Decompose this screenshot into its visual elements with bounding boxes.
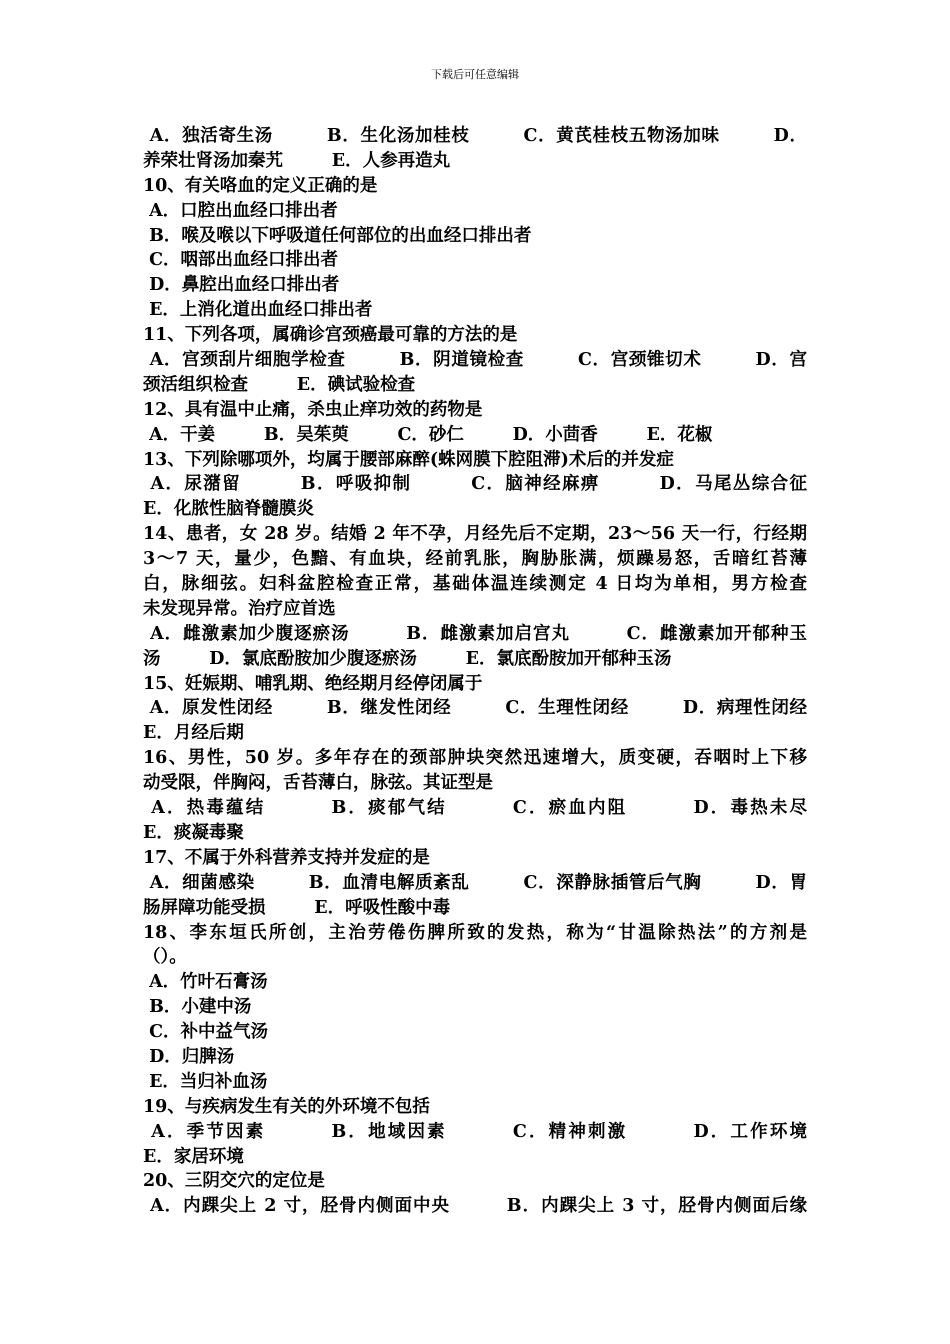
text-line: 肠屏障功能受损 E．呼吸性酸中毒 xyxy=(143,897,451,918)
text-line: 10、有关咯血的定义正确的是 xyxy=(143,175,378,196)
text-line: E．家居环境 xyxy=(143,1146,244,1167)
text-line: 13、下列除哪项外，均属于腰部麻醉(蛛网膜下腔阻滞)术后的并发症 xyxy=(143,449,674,470)
text-line: A．宫颈刮片细胞学检查 B．阴道镜检查 C．宫颈锥切术 D．宫 xyxy=(143,350,807,371)
text-line: 14、患者，女 28 岁。结婚 2 年不孕，月经先后不定期，23～56 天一行，行经期 xyxy=(143,524,807,545)
text-line: 3～7 天，量少，色黯、有血块，经前乳胀，胸胁胀满，烦躁易怒，舌暗红苔薄 xyxy=(143,549,807,570)
text-line: C．补中益气汤 xyxy=(143,1022,269,1043)
text-line: 白，脉细弦。妇科盆腔检查正常，基础体温连续测定 4 日均为单相，男方检查 xyxy=(143,574,807,595)
text-line: 11、下列各项，属确诊宫颈癌最可靠的方法的是 xyxy=(143,325,518,346)
text-line: C．咽部出血经口排出者 xyxy=(143,250,339,271)
text-line: E．当归补血汤 xyxy=(143,1071,268,1092)
text-line: E．上消化道出血经口排出者 xyxy=(143,300,373,321)
text-line: A．独活寄生汤 B．生化汤加桂枝 C．黄芪桂枝五物汤加味 D． xyxy=(143,126,807,146)
text-line: B．喉及喉以下呼吸道任何部位的出血经口排出者 xyxy=(143,225,532,246)
text-line: 养荣壮肾汤加秦艽 E．人参再造丸 xyxy=(143,150,451,171)
text-line: A．口腔出血经口排出者 xyxy=(143,200,338,221)
text-line: A．竹叶石膏汤 xyxy=(143,972,268,993)
text-line: 16、男性，50 岁。多年存在的颈部肿块突然迅速增大，质变硬，吞咽时上下移 xyxy=(143,748,807,769)
page-header: 下载后可任意编辑 xyxy=(431,68,519,81)
text-line: A．雌激素加少腹逐瘀汤 B．雌激素加启宫丸 C．雌激素加开郁种玉 xyxy=(143,623,807,644)
text-line: A．细菌感染 B．血清电解质紊乱 C．深静脉插管后气胸 D．胃 xyxy=(143,872,807,893)
text-line: 19、与疾病发生有关的外环境不包括 xyxy=(143,1096,430,1117)
text-line: D．鼻腔出血经口排出者 xyxy=(143,275,340,296)
text-line: D．归脾汤 xyxy=(143,1046,235,1067)
text-line: A．干姜 B．吴茱萸 C．砂仁 D．小茴香 E．花椒 xyxy=(143,424,713,445)
text-line: 17、不属于外科营养支持并发症的是 xyxy=(143,847,430,868)
document-body xyxy=(143,124,807,1219)
text-line: A．季节因素 B．地域因素 C．精神刺激 D．工作环境 xyxy=(143,1121,807,1142)
text-line: 汤 D．氯底酚胺加少腹逐瘀汤 E．氯底酚胺加开郁种玉汤 xyxy=(143,648,672,669)
text-line: 18、李东垣氏所创，主治劳倦伤脾所致的发热，称为“甘温除热法”的方剂是 xyxy=(143,922,807,943)
text-line: E．化脓性脑脊髓膜炎 xyxy=(143,499,314,520)
text-line: 动受限，伴胸闷，舌苔薄白，脉弦。其证型是 xyxy=(143,773,493,794)
text-line: E．月经后期 xyxy=(143,723,244,744)
text-line: 15、妊娠期、哺乳期、绝经期月经停闭属于 xyxy=(143,673,483,694)
text-line: 未发现异常。治疗应首选 xyxy=(143,598,336,619)
text-line: A．原发性闭经 B．继发性闭经 C．生理性闭经 D．病理性闭经 xyxy=(143,698,807,719)
text-line: A．内踝尖上 2 寸，胫骨内侧面中央 B．内踝尖上 3 寸，胫骨内侧面后缘 xyxy=(143,1196,807,1217)
text-line: 颈活组织检查 E．碘试验检查 xyxy=(143,374,416,395)
text-line: B．小建中汤 xyxy=(143,997,252,1018)
text-line: A．尿潴留 B．呼吸抑制 C．脑神经麻痹 D．马尾丛综合征 xyxy=(143,474,807,495)
text-line: （）。 xyxy=(143,947,187,968)
text-line: A．热毒蕴结 B．痰郁气结 C．瘀血内阻 D．毒热未尽 xyxy=(143,798,807,819)
text-line: 20、三阴交穴的定位是 xyxy=(143,1171,325,1192)
text-line: E．痰凝毒聚 xyxy=(143,822,244,843)
text-line: 12、具有温中止痛，杀虫止痒功效的药物是 xyxy=(143,399,483,420)
